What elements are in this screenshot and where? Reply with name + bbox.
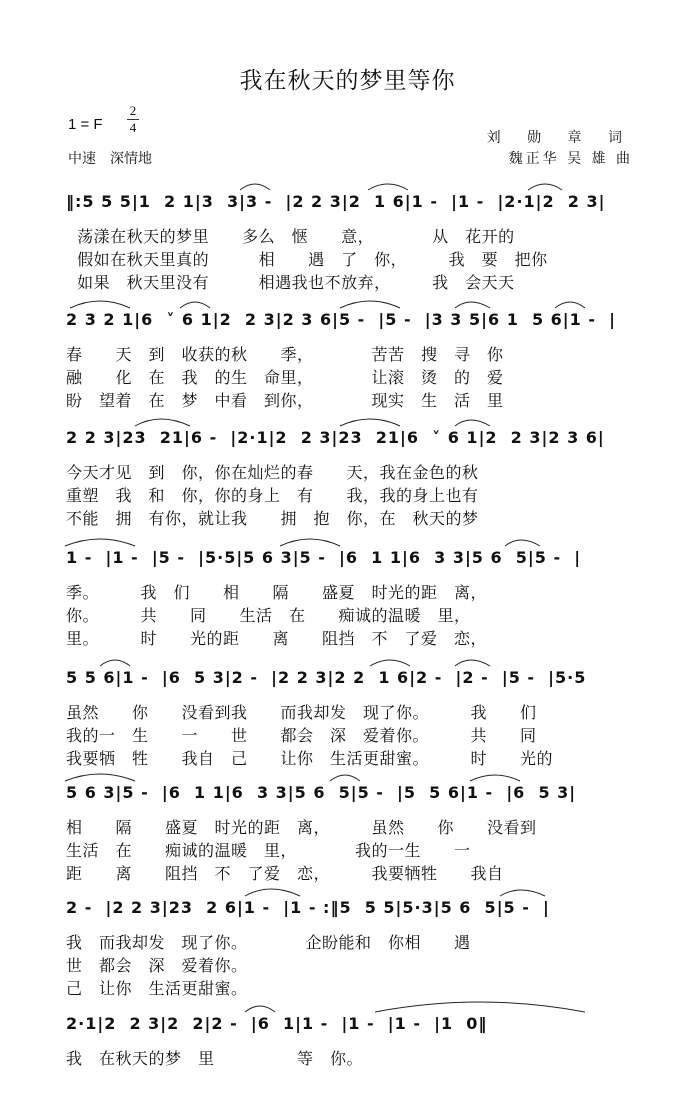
notation-line: 1 - |1 - |5 - |5·5|5 6 3|5 - |6 1 1|6 3 3|5 6 5|5 - |: [66, 548, 582, 567]
lyric-verse-1: 今天才见 到 你，你在灿烂的春 天，我在金色的秋: [66, 463, 479, 482]
lyric-verse-1: 荡漾在秋天的梦里 多么 惬 意， 从 花开的: [66, 227, 515, 246]
notation-line: 2·1|2 2 3|2 2|2 - |6 1|1 - |1 - |1 - |1 0‖: [66, 1014, 488, 1033]
lyric-verse-2: 重塑 我 和 你，你的身上 有 我，我的身上也有: [66, 486, 479, 505]
time-signature: [126, 103, 140, 136]
notation-line: ‖:5 5 5|1 2 1|3 3|3 - |2 2 3|2 1 6|1 - |1 - |2·1|2 2 3|: [66, 192, 606, 211]
lyric-verse-1: 春 天 到 收获的秋 季， 苦苦 搜 寻 你: [66, 345, 504, 364]
time-signature-top: 2: [129, 103, 137, 118]
lyric-verse-1: 我 而我却发 现了你。 企盼能和 你相 遇: [66, 933, 471, 952]
lyric-verse-1: 我 在秋天的梦 里 等 你。: [66, 1049, 364, 1068]
lyric-verse-3: 里。 时 光的距 离 阻挡 不 了爱 恋，: [66, 629, 488, 648]
lyric-verse-2: 世 都会 深 爱着你。: [66, 956, 248, 975]
lyric-verse-3: 距 离 阻挡 不 了爱 恋， 我要牺牲 我自: [66, 864, 504, 883]
notation-line: 2 3 2 1|6 ˅ 6 1|2 2 3|2 3 6|5 - |5 - |3 3 5|6 1 5 6|1 - |: [66, 310, 616, 329]
lyric-verse-1: 虽然 你 没看到我 而我却发 现了你。 我 们: [66, 703, 537, 722]
lyricist-credit: 刘 勋 章 词: [486, 130, 633, 146]
notation-line: 5 6 3|5 - |6 1 1|6 3 3|5 6 5|5 - |5 5 6|1 - |6 5 3|: [66, 783, 577, 802]
notation-line: 5 5 6|1 - |6 5 3|2 - |2 2 3|2 2 1 6|2 - |2 - |5 - |5·5: [66, 668, 587, 687]
lyric-verse-2: 假如在秋天里真的 相 遇 了 你， 我 要 把你: [66, 250, 548, 269]
lyric-verse-1: 季。 我 们 相 隔 盛夏 时光的距 离，: [66, 583, 488, 602]
tempo-marking: 中速 深情地: [68, 151, 152, 167]
lyric-verse-2: 你。 共 同 生活 在 痴诚的温暖 里，: [66, 606, 471, 625]
time-signature-bottom: 4: [129, 120, 137, 135]
lyric-verse-2: 我的一 生 一 世 都会 深 爱着你。 共 同: [66, 726, 537, 745]
composer-credit: 魏正华 吴 雄 曲: [508, 151, 633, 167]
notation-line: 2 - |2 2 3|23 2 6|1 - |1 - :‖5 5 5|5·3|5 6 5|5 - |: [66, 898, 550, 917]
lyric-verse-3: 我要牺 牲 我自 己 让你 生活更甜蜜。 时 光的: [66, 749, 554, 768]
song-title: 我在秋天的梦里等你: [239, 68, 456, 94]
lyric-verse-2: 生活 在 痴诚的温暖 里， 我的一生 一: [66, 841, 471, 860]
notation-line: 2 2 3|23 21|6 - |2·1|2 2 3|23 21|6 ˅ 6 1|2 2 3|2 3 6|: [66, 428, 605, 447]
lyric-verse-2: 融 化 在 我 的生 命里， 让滚 烫 的 爱: [66, 368, 504, 387]
lyric-verse-1: 相 隔 盛夏 时光的距 离， 虽然 你 没看到: [66, 818, 537, 837]
lyric-verse-3: 不能 拥 有你，就让我 拥 抱 你，在 秋天的梦: [66, 509, 479, 528]
lyric-verse-3: 盼 望着 在 梦 中看 到你， 现实 生 活 里: [66, 391, 504, 410]
key-signature: 1 = F: [68, 116, 103, 133]
lyric-verse-3: 如果 秋天里没有 相遇我也不放弃， 我 会天天: [66, 273, 515, 292]
lyric-verse-3: 己 让你 生活更甜蜜。: [66, 979, 248, 998]
